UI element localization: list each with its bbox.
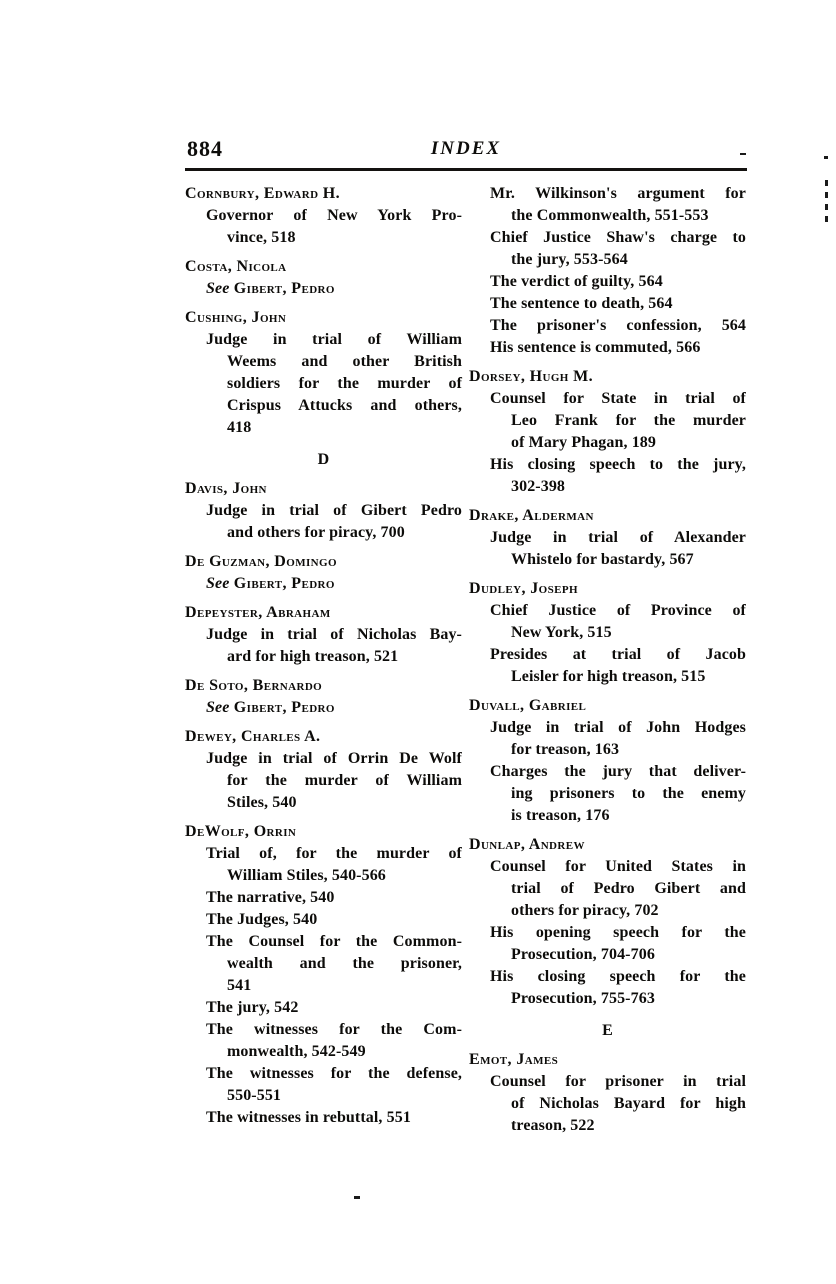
index-line: Prosecution, 755-763 <box>511 990 655 1007</box>
index-line: wealth and the prisoner, <box>227 955 462 972</box>
index-line: others for piracy, 702 <box>511 902 659 919</box>
left-column <box>185 183 462 1137</box>
index-line: His sentence is commuted, 566 <box>490 339 701 356</box>
index-entry <box>185 307 462 439</box>
index-line: The Counsel for the Common- <box>206 933 462 950</box>
index-line: Prosecution, 704-706 <box>511 946 655 963</box>
index-line: Counsel for State in trial of <box>490 390 746 407</box>
index-line: Chief Justice of Province of <box>490 602 746 619</box>
index-line: monwealth, 542-549 <box>227 1043 366 1060</box>
index-line: Governor of New York Pro- <box>206 207 462 224</box>
index-line: ard for high treason, 521 <box>227 648 399 665</box>
entry-heading: Depeyster, Abraham <box>185 604 331 621</box>
entry-heading: Drake, Alderman <box>469 507 594 524</box>
page-number: 884 <box>187 136 223 161</box>
index-entry <box>469 366 746 498</box>
scan-artifact-dashed-line <box>825 180 828 226</box>
see-target: Gibert, Pedro <box>229 699 335 716</box>
index-entry <box>185 726 462 814</box>
index-line: Judge in trial of Alexander <box>490 529 746 546</box>
index-line: New York, 515 <box>511 624 612 641</box>
section-letter: E <box>602 1022 613 1039</box>
index-line: The sentence to death, 564 <box>490 295 673 312</box>
entry-heading: Davis, John <box>185 480 267 497</box>
see-target: Gibert, Pedro <box>229 280 335 297</box>
index-line: The jury, 542 <box>206 999 299 1016</box>
section-divider <box>469 1020 746 1042</box>
index-line: Trial of, for the murder of <box>206 845 462 862</box>
index-line: and others for piracy, 700 <box>227 524 405 541</box>
index-line: is treason, 176 <box>511 807 610 824</box>
index-line: Chief Justice Shaw's charge to <box>490 229 746 246</box>
entry-heading: DeWolf, Orrin <box>185 823 297 840</box>
header-rule <box>185 168 747 171</box>
index-entry <box>185 183 462 249</box>
index-line: Judge in trial of William <box>206 331 462 348</box>
index-line: The verdict of guilty, 564 <box>490 273 663 290</box>
entry-heading: De Soto, Bernardo <box>185 677 323 694</box>
index-line: trial of Pedro Gibert and <box>511 880 746 897</box>
entry-heading: Dunlap, Andrew <box>469 836 585 853</box>
index-line: the Commonwealth, 551-553 <box>511 207 709 224</box>
index-columns <box>185 183 747 1137</box>
index-line: Counsel for United States in <box>490 858 746 875</box>
index-entry <box>185 256 462 300</box>
index-line: The narrative, 540 <box>206 889 335 906</box>
section-divider <box>185 449 462 471</box>
index-line: for treason, 163 <box>511 741 620 758</box>
entry-heading: De Guzman, Domingo <box>185 553 337 570</box>
index-line: Counsel for prisoner in trial <box>490 1073 746 1090</box>
index-entry <box>469 834 746 1010</box>
index-line: His opening speech for the <box>490 924 746 941</box>
index-line: 541 <box>227 977 252 994</box>
index-line: soldiers for the murder of <box>227 375 462 392</box>
index-line: The witnesses in rebuttal, 551 <box>206 1109 411 1126</box>
index-line: 550-551 <box>227 1087 282 1104</box>
index-entry <box>469 183 746 359</box>
index-line: The prisoner's confession, 564 <box>490 317 746 334</box>
index-line: Charges the jury that deliver- <box>490 763 746 780</box>
see-label: See <box>206 699 230 716</box>
section-letter: D <box>317 451 330 468</box>
index-line: The Judges, 540 <box>206 911 318 928</box>
entry-heading: Dudley, Joseph <box>469 580 578 597</box>
index-line: of Mary Phagan, 189 <box>511 434 657 451</box>
entry-heading: Duvall, Gabriel <box>469 697 587 714</box>
index-line: The witnesses for the defense, <box>206 1065 462 1082</box>
index-line: treason, 522 <box>511 1117 595 1134</box>
entry-heading: Cornbury, Edward H. <box>185 185 341 202</box>
entry-heading: Dorsey, Hugh M. <box>469 368 594 385</box>
index-line: William Stiles, 540-566 <box>227 867 386 884</box>
index-line: Judge in trial of Gibert Pedro <box>206 502 462 519</box>
index-entry <box>185 821 462 1129</box>
index-line: ing prisoners to the enemy <box>511 785 746 802</box>
page-header <box>185 134 747 164</box>
index-line: The witnesses for the Com- <box>206 1021 462 1038</box>
index-line: for the murder of William <box>227 772 462 789</box>
index-line: His closing speech for the <box>490 968 746 985</box>
index-line: Whistelo for bastardy, 567 <box>511 551 694 568</box>
index-line: Crispus Attucks and others, <box>227 397 462 414</box>
index-line: Mr. Wilkinson's argument for <box>490 185 746 202</box>
index-line: Weems and other British <box>227 353 462 370</box>
entry-heading: Emot, James <box>469 1051 559 1068</box>
scan-artifact-margin-dash <box>740 153 746 155</box>
index-line: Judge in trial of Nicholas Bay- <box>206 626 462 643</box>
index-entry <box>469 578 746 688</box>
index-line: 302-398 <box>511 478 566 495</box>
index-line: Presides at trial of Jacob <box>490 646 746 663</box>
index-entry <box>185 675 462 719</box>
index-entry <box>185 602 462 668</box>
page-content <box>185 134 747 1137</box>
see-reference-line <box>185 573 462 595</box>
index-line: 418 <box>227 419 252 436</box>
index-entry <box>469 1049 746 1137</box>
index-entry <box>469 695 746 827</box>
index-entry <box>185 478 462 544</box>
see-label: See <box>206 575 230 592</box>
index-line: Leo Frank for the murder <box>511 412 746 429</box>
see-reference-line <box>185 278 462 300</box>
entry-heading: Costa, Nicola <box>185 258 287 275</box>
index-line: Leisler for high treason, 515 <box>511 668 706 685</box>
index-entry <box>469 505 746 571</box>
index-line: Stiles, 540 <box>227 794 297 811</box>
right-column <box>469 183 746 1137</box>
index-line: the jury, 553-564 <box>511 251 628 268</box>
scan-artifact-bottom-dash <box>354 1196 360 1199</box>
entry-heading: Cushing, John <box>185 309 287 326</box>
index-line: Judge in trial of John Hodges <box>490 719 746 736</box>
entry-heading: Dewey, Charles A. <box>185 728 321 745</box>
scan-artifact-dot <box>824 156 828 159</box>
see-label: See <box>206 280 230 297</box>
index-line: vince, 518 <box>227 229 296 246</box>
see-reference-line <box>185 697 462 719</box>
page-title: INDEX <box>430 138 502 159</box>
index-line: His closing speech to the jury, <box>490 456 746 473</box>
index-line: Judge in trial of Orrin De Wolf <box>206 750 462 767</box>
index-line: of Nicholas Bayard for high <box>511 1095 746 1112</box>
index-entry <box>185 551 462 595</box>
see-target: Gibert, Pedro <box>229 575 335 592</box>
